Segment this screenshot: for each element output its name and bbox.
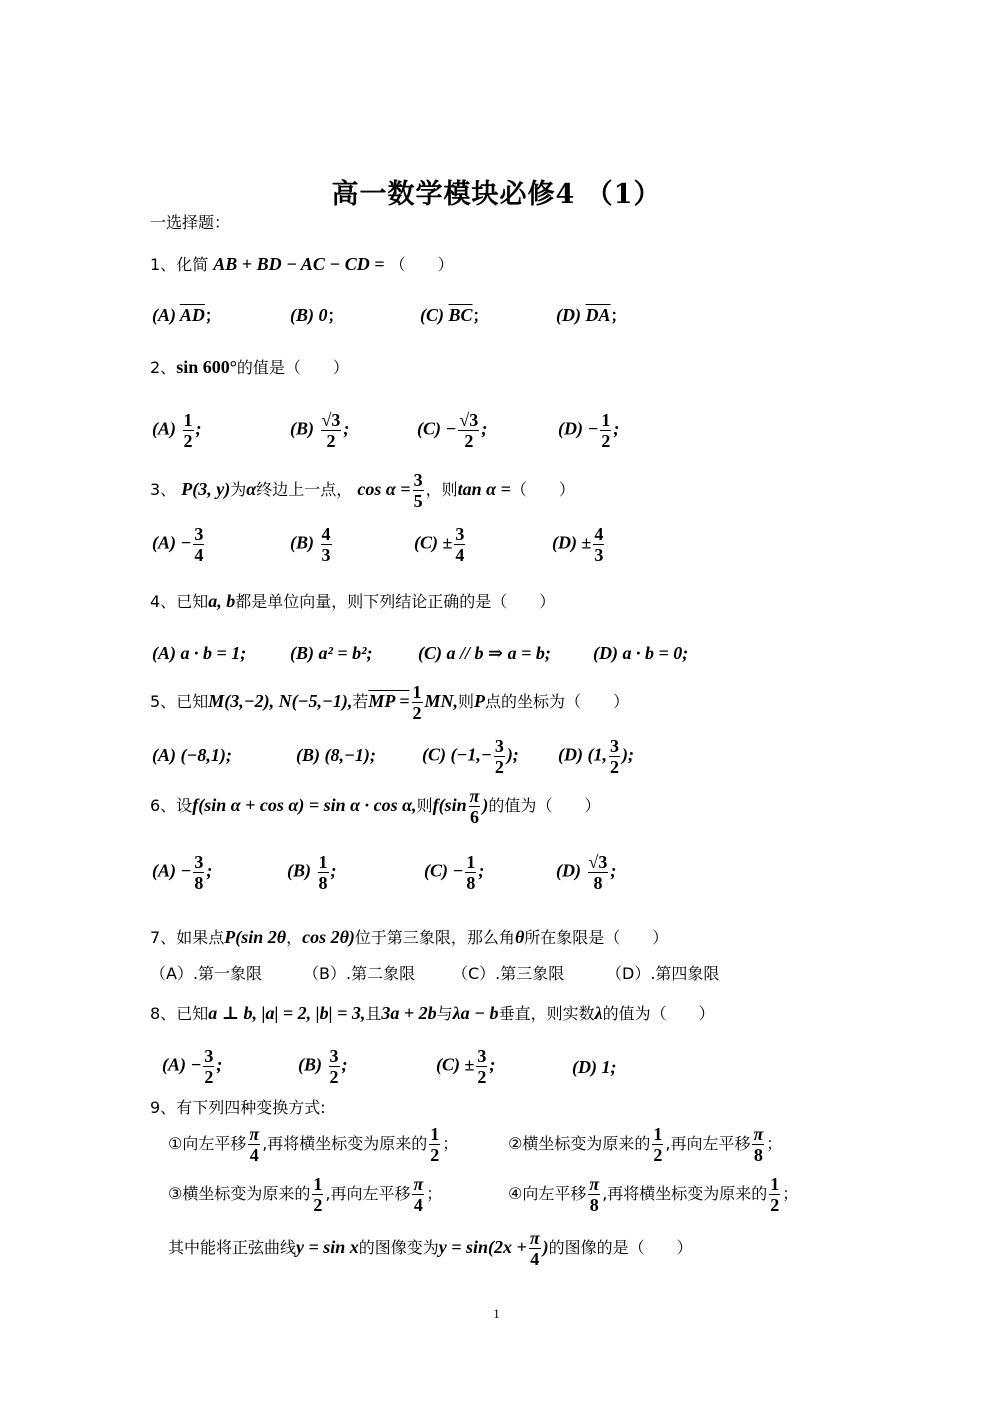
q9-text: 其中能将正弦曲线: [168, 1238, 297, 1257]
q3-option-b: [290, 524, 334, 565]
q5-vector-mp: MP =: [368, 691, 410, 711]
numerator: 1: [601, 410, 611, 430]
q5-text: 点的坐标为: [485, 692, 566, 711]
q6-text: 则: [416, 796, 433, 815]
page-number: 1: [493, 1306, 500, 1321]
q4-text: 已知: [176, 592, 209, 611]
option-label: (D): [552, 532, 577, 553]
numerator: 1: [466, 852, 476, 872]
option-label: (B): [290, 643, 314, 663]
q9-sine-curve: y = sin x: [296, 1237, 359, 1257]
option-sign: ±: [581, 532, 592, 553]
q3-alpha: α: [246, 479, 257, 499]
numerator: 3: [610, 736, 619, 756]
denominator: 2: [183, 431, 193, 451]
q1-option-d: (D) $\overline{DA}$；: [556, 305, 627, 325]
denominator: 2: [412, 703, 422, 723]
q5-text: 若: [352, 692, 369, 711]
q3-text: ，则: [425, 480, 458, 499]
method-fraction: [652, 1124, 663, 1165]
q4-option-b: [290, 644, 373, 662]
q6-number: 6、: [150, 796, 177, 815]
option-label: (C): [436, 1054, 460, 1075]
numerator: √3: [588, 852, 608, 872]
method-text: ,再将横坐标变为原来的: [262, 1134, 428, 1153]
method-fraction: [412, 1174, 424, 1215]
question-8: [150, 1004, 715, 1022]
numerator: 1: [313, 1174, 323, 1194]
q7-point: P(sin 2θ: [224, 927, 287, 947]
q3-blank: （ ）: [510, 480, 575, 499]
q4-text: 都是单位向量，则下列结论正确的是: [235, 592, 492, 611]
numerator: √3: [459, 410, 479, 430]
q8-text: 垂直，则实数: [498, 1004, 595, 1023]
q3-fraction: [413, 470, 424, 511]
q5-option-d: [558, 736, 634, 777]
denominator: 4: [194, 545, 204, 565]
q6-text: 的值为: [488, 796, 537, 815]
numerator: 3: [413, 470, 423, 490]
numerator: 3: [329, 1046, 339, 1066]
method-text: 横坐标变为原来的: [522, 1134, 651, 1153]
option-sign: −: [587, 418, 599, 439]
question-7: [150, 928, 668, 946]
q2-option-a: (A) $\frac{1}{2}$ ;: [152, 410, 202, 451]
option-label: (B): [290, 418, 314, 439]
q8-text: 的值为: [602, 1004, 651, 1023]
option-value: (8,−1);: [324, 745, 376, 765]
option-sign: −: [180, 532, 192, 553]
q6-close-paren: ): [482, 795, 489, 815]
q1-option-c: (C) $\overline{BC}$；: [420, 305, 489, 325]
q7-theta: θ: [514, 927, 525, 947]
numerator: 1: [183, 410, 193, 430]
option-fraction: [588, 852, 609, 893]
question-1: [150, 255, 454, 273]
method-text: 向左平移: [522, 1184, 587, 1203]
option-value: 1;: [601, 1057, 617, 1077]
q7-text: 位于第三象限，那么角: [354, 928, 515, 947]
q8-text: 且: [365, 1004, 382, 1023]
option-fraction: [476, 1046, 487, 1087]
denominator: 8: [194, 873, 204, 893]
option-label: (C): [420, 305, 444, 325]
q4-option-a: [152, 644, 246, 662]
q9-lead: 有下列四种变换方式:: [176, 1098, 326, 1117]
q9-text: 的图像变为: [358, 1238, 439, 1257]
option-label: (C): [422, 744, 446, 765]
method-fraction: [769, 1174, 780, 1215]
option-sign: ±: [442, 532, 453, 553]
q7-blank: （ ）: [604, 928, 669, 947]
q9-close-paren: ): [542, 1237, 549, 1257]
method-text: 横坐标变为原来的: [182, 1184, 311, 1203]
q3-option-a: [152, 524, 206, 565]
question-3: [150, 470, 575, 511]
denominator: 3: [321, 545, 331, 565]
method-fraction: [312, 1174, 323, 1215]
q6-expression: f(sin α + cos α) = sin α · cos α,: [192, 795, 417, 815]
q6-function: f(sin: [432, 795, 467, 815]
option-label: (A): [152, 305, 176, 325]
question-9: [150, 1100, 326, 1116]
option-label: (D): [593, 643, 618, 663]
q3-tan: tan α =: [457, 479, 511, 499]
option-label: (A): [152, 532, 176, 553]
q7-comma: ，: [286, 928, 303, 947]
q5-points: M(3,−2), N(−5,−1),: [208, 691, 353, 711]
option-label: (C): [424, 860, 448, 881]
q8-option-d: [572, 1058, 617, 1076]
numerator: 4: [321, 524, 331, 544]
q5-point-p: P: [474, 691, 486, 711]
option-value: (−8,1);: [180, 745, 232, 765]
option-label: (A): [152, 745, 176, 765]
option-prefix: (−1,−: [450, 744, 492, 765]
method-text: ,再将横坐标变为原来的: [602, 1184, 768, 1203]
option-label: (B): [287, 860, 311, 881]
option-fraction: [193, 852, 204, 893]
q4-option-d: [593, 644, 688, 662]
numerator: π: [249, 1124, 260, 1144]
denominator: 2: [770, 1195, 780, 1215]
numerator: π: [753, 1124, 764, 1144]
q4-number: 4、: [150, 592, 177, 611]
q9-text: 的图像的是: [548, 1238, 629, 1257]
option-fraction: [458, 410, 479, 451]
q5-blank: （ ）: [565, 692, 630, 711]
option-fraction: [318, 852, 329, 893]
method-end: ；: [766, 1134, 783, 1153]
option-fraction: [183, 410, 194, 451]
option-fraction: [321, 410, 342, 451]
q2-option-c: (C) − $\frac{√3}{2}$ ;: [417, 410, 488, 451]
q6-option-b: (B) $\frac{1}{8}$ ;: [287, 852, 337, 893]
option-value: a // b ⇒ a = b;: [446, 643, 551, 663]
q6-fraction: [469, 786, 481, 827]
q9-number: 9、: [150, 1098, 177, 1117]
q9-question-line: [168, 1228, 693, 1269]
denominator: 2: [458, 430, 479, 451]
option-label: (A): [152, 643, 176, 663]
question-2: [150, 358, 349, 376]
q6-blank: （ ）: [536, 796, 601, 815]
option-value: $\overline{AD}$: [179, 305, 205, 325]
numerator: 3: [194, 524, 204, 544]
option-label: (A): [152, 860, 176, 881]
question-4: [150, 592, 555, 610]
q9-fraction: [529, 1228, 541, 1269]
q7-option-d: （D）.第四象限: [606, 964, 720, 983]
q4-vectors: a, b: [208, 591, 236, 611]
option-suffix: );: [622, 744, 634, 765]
option-suffix: );: [506, 744, 519, 765]
option-label: (B): [290, 305, 314, 325]
option-label: (C): [417, 418, 441, 439]
circled-number: ③: [168, 1184, 183, 1203]
denominator: 2: [329, 1067, 339, 1087]
q3-option-c: [414, 524, 467, 565]
option-value: a · b = 1;: [180, 643, 247, 663]
option-label: (D): [572, 1057, 597, 1077]
denominator: 8: [466, 873, 476, 893]
circled-number: ①: [168, 1134, 183, 1153]
numerator: 1: [318, 852, 328, 872]
q7-number: 7、: [150, 928, 177, 947]
option-fraction: [203, 1046, 214, 1087]
option-fraction: [321, 524, 332, 565]
numerator: 1: [770, 1174, 780, 1194]
numerator: 4: [594, 524, 604, 544]
q2-option-b: (B) $\frac{√3}{2}$ ;: [290, 410, 350, 451]
option-fraction: [609, 736, 620, 777]
section-heading: 一选择题：: [150, 213, 231, 232]
q1-number: 1、: [150, 255, 177, 274]
denominator: 6: [470, 807, 479, 827]
option-fraction: [600, 410, 611, 451]
q8-number: 8、: [150, 1004, 177, 1023]
question-6: [150, 786, 600, 827]
q8-lambda: λ: [594, 1003, 603, 1023]
method-end: ；: [426, 1184, 443, 1203]
circled-number: ④: [508, 1184, 523, 1203]
denominator: 2: [653, 1145, 663, 1165]
option-sign: −: [445, 418, 457, 439]
option-fraction: [329, 1046, 340, 1087]
numerator: π: [469, 786, 480, 806]
q5-vector-mn: MN,: [424, 691, 459, 711]
q7-option-c: （C）.第三象限: [452, 964, 565, 983]
q8-expression: a ⊥ b, |a| = 2, |b| = 3,: [208, 1003, 366, 1023]
denominator: 8: [589, 1195, 599, 1215]
option-value: a² = b²;: [318, 643, 373, 663]
method-text: ,再向左平移: [665, 1134, 751, 1153]
option-label: (D): [558, 418, 583, 439]
q7-cos: cos 2θ): [302, 927, 355, 947]
q5-option-b: [296, 746, 376, 764]
q5-text: 已知: [176, 692, 209, 711]
q1-expression: AB + BD − AC − CD =: [213, 254, 385, 274]
q3-number: 3、: [150, 480, 177, 499]
option-label: (A): [152, 418, 176, 439]
q3-text: 终边上一点，: [256, 480, 353, 499]
numerator: √3: [321, 410, 341, 430]
question-5: [150, 682, 629, 723]
numerator: 1: [412, 682, 422, 702]
denominator: 2: [610, 757, 619, 777]
q8-vector-expr-2: λa − b: [452, 1003, 499, 1023]
q2-blank: （ ）: [284, 358, 349, 377]
q1-lead: 化简: [176, 255, 209, 274]
q5-text: 则: [458, 692, 475, 711]
option-fraction: [193, 524, 204, 565]
numerator: π: [529, 1228, 540, 1248]
method-end: ；: [782, 1184, 799, 1203]
option-label: (A): [162, 1054, 186, 1075]
q2-expression: sin 600°: [176, 357, 237, 377]
q7-option-a: （A）.第一象限: [150, 964, 263, 983]
q1-option-b: (B) 0；: [290, 305, 344, 325]
method-fraction: [429, 1124, 440, 1165]
q5-number: 5、: [150, 692, 177, 711]
option-value: $\overline{DA}$: [585, 305, 611, 325]
option-fraction: [593, 524, 604, 565]
option-fraction: [465, 852, 476, 893]
q6-option-c: (C) − $\frac{1}{8}$ ;: [424, 852, 485, 893]
q7-option-b: （B）.第二象限: [303, 964, 416, 983]
numerator: 3: [455, 524, 465, 544]
denominator: 2: [477, 1067, 487, 1087]
q6-option-d: (D) $\frac{√3}{8}$ ;: [556, 852, 617, 893]
denominator: 8: [588, 872, 609, 893]
q8-text: 已知: [176, 1004, 209, 1023]
option-suffix: ;: [341, 1054, 348, 1075]
method-end: ；: [442, 1134, 459, 1153]
option-prefix: (1,: [587, 744, 607, 765]
q5-fraction: [412, 682, 423, 723]
option-label: (D): [556, 305, 581, 325]
option-value: a · b = 0;: [622, 643, 689, 663]
q8-option-b: [298, 1046, 348, 1087]
q3-text: 为: [230, 480, 247, 499]
q4-blank: （ ）: [491, 592, 556, 611]
option-label: (C): [414, 532, 438, 553]
option-label: (D): [558, 744, 583, 765]
q3-option-d: [552, 524, 606, 565]
denominator: 3: [594, 545, 604, 565]
denominator: 8: [318, 873, 328, 893]
option-label: (B): [290, 532, 314, 553]
method-fraction: [588, 1174, 600, 1215]
q6-option-a: (A) − $\frac{3}{8}$ ;: [152, 852, 213, 893]
option-value: $\overline{BC}$: [448, 305, 473, 325]
q9-method-3: [168, 1174, 442, 1215]
q6-text: 设: [176, 796, 193, 815]
q1-blank: （ ）: [389, 255, 454, 274]
method-fraction: [752, 1124, 764, 1165]
numerator: 1: [430, 1124, 440, 1144]
q9-method-2: [508, 1124, 782, 1165]
denominator: 5: [413, 491, 423, 511]
denominator: 2: [430, 1145, 440, 1165]
denominator: 2: [313, 1195, 323, 1215]
option-sign: −: [190, 1054, 202, 1075]
option-fraction: [454, 524, 465, 565]
q2-number: 2、: [150, 358, 177, 377]
q8-text: 与: [436, 1004, 453, 1023]
q5-option-c: [422, 736, 519, 777]
denominator: 4: [455, 545, 465, 565]
q8-option-c: [436, 1046, 495, 1087]
numerator: 1: [653, 1124, 663, 1144]
denominator: 2: [494, 757, 504, 777]
option-label: (B): [298, 1054, 322, 1075]
q7-text: 如果点: [176, 928, 225, 947]
method-text: 向左平移: [182, 1134, 247, 1153]
numerator: 3: [194, 852, 204, 872]
denominator: 4: [249, 1145, 259, 1165]
option-sign: ±: [464, 1054, 475, 1075]
denominator: 2: [204, 1067, 214, 1087]
option-suffix: ;: [489, 1054, 496, 1075]
q4-option-c: [418, 644, 551, 662]
q8-option-a: [162, 1046, 222, 1087]
q9-method-4: [508, 1174, 798, 1215]
numerator: π: [413, 1174, 424, 1194]
q9-target-function: y = sin(2x +: [438, 1237, 527, 1257]
q2-option-d: (D) − $\frac{1}{2}$ ;: [558, 410, 620, 451]
numerator: 3: [477, 1046, 487, 1066]
q3-point: P(3, y): [181, 479, 231, 499]
q2-tail: 的值是: [236, 358, 285, 377]
denominator: 4: [413, 1195, 423, 1215]
numerator: π: [589, 1174, 600, 1194]
q9-method-1: [168, 1124, 458, 1165]
denominator: 2: [321, 430, 342, 451]
numerator: 3: [494, 736, 504, 756]
option-label: (D): [556, 860, 581, 881]
q8-vector-expr-1: 3a + 2b: [381, 1003, 437, 1023]
denominator: 8: [753, 1145, 763, 1165]
option-fraction: [494, 736, 505, 777]
q8-blank: （ ）: [650, 1004, 715, 1023]
option-value: 0: [318, 305, 328, 325]
q3-cos: cos α =: [357, 479, 411, 499]
method-text: ,再向左平移: [325, 1184, 411, 1203]
denominator: 2: [601, 431, 611, 451]
q1-option-a: (A) $\overline{AD}$；: [152, 305, 221, 325]
q9-blank: （ ）: [628, 1238, 693, 1257]
option-sign: −: [452, 860, 464, 881]
denominator: 4: [530, 1249, 540, 1269]
q7-text: 所在象限是: [524, 928, 605, 947]
circled-number: ②: [508, 1134, 523, 1153]
numerator: 3: [204, 1046, 214, 1066]
option-label: (C): [418, 643, 442, 663]
option-suffix: ;: [216, 1054, 223, 1075]
option-label: (B): [296, 745, 320, 765]
page-title: 高一数学模块必修4 （1）: [331, 179, 662, 210]
q5-option-a: [152, 746, 232, 764]
method-fraction: [248, 1124, 260, 1165]
option-sign: −: [180, 860, 192, 881]
